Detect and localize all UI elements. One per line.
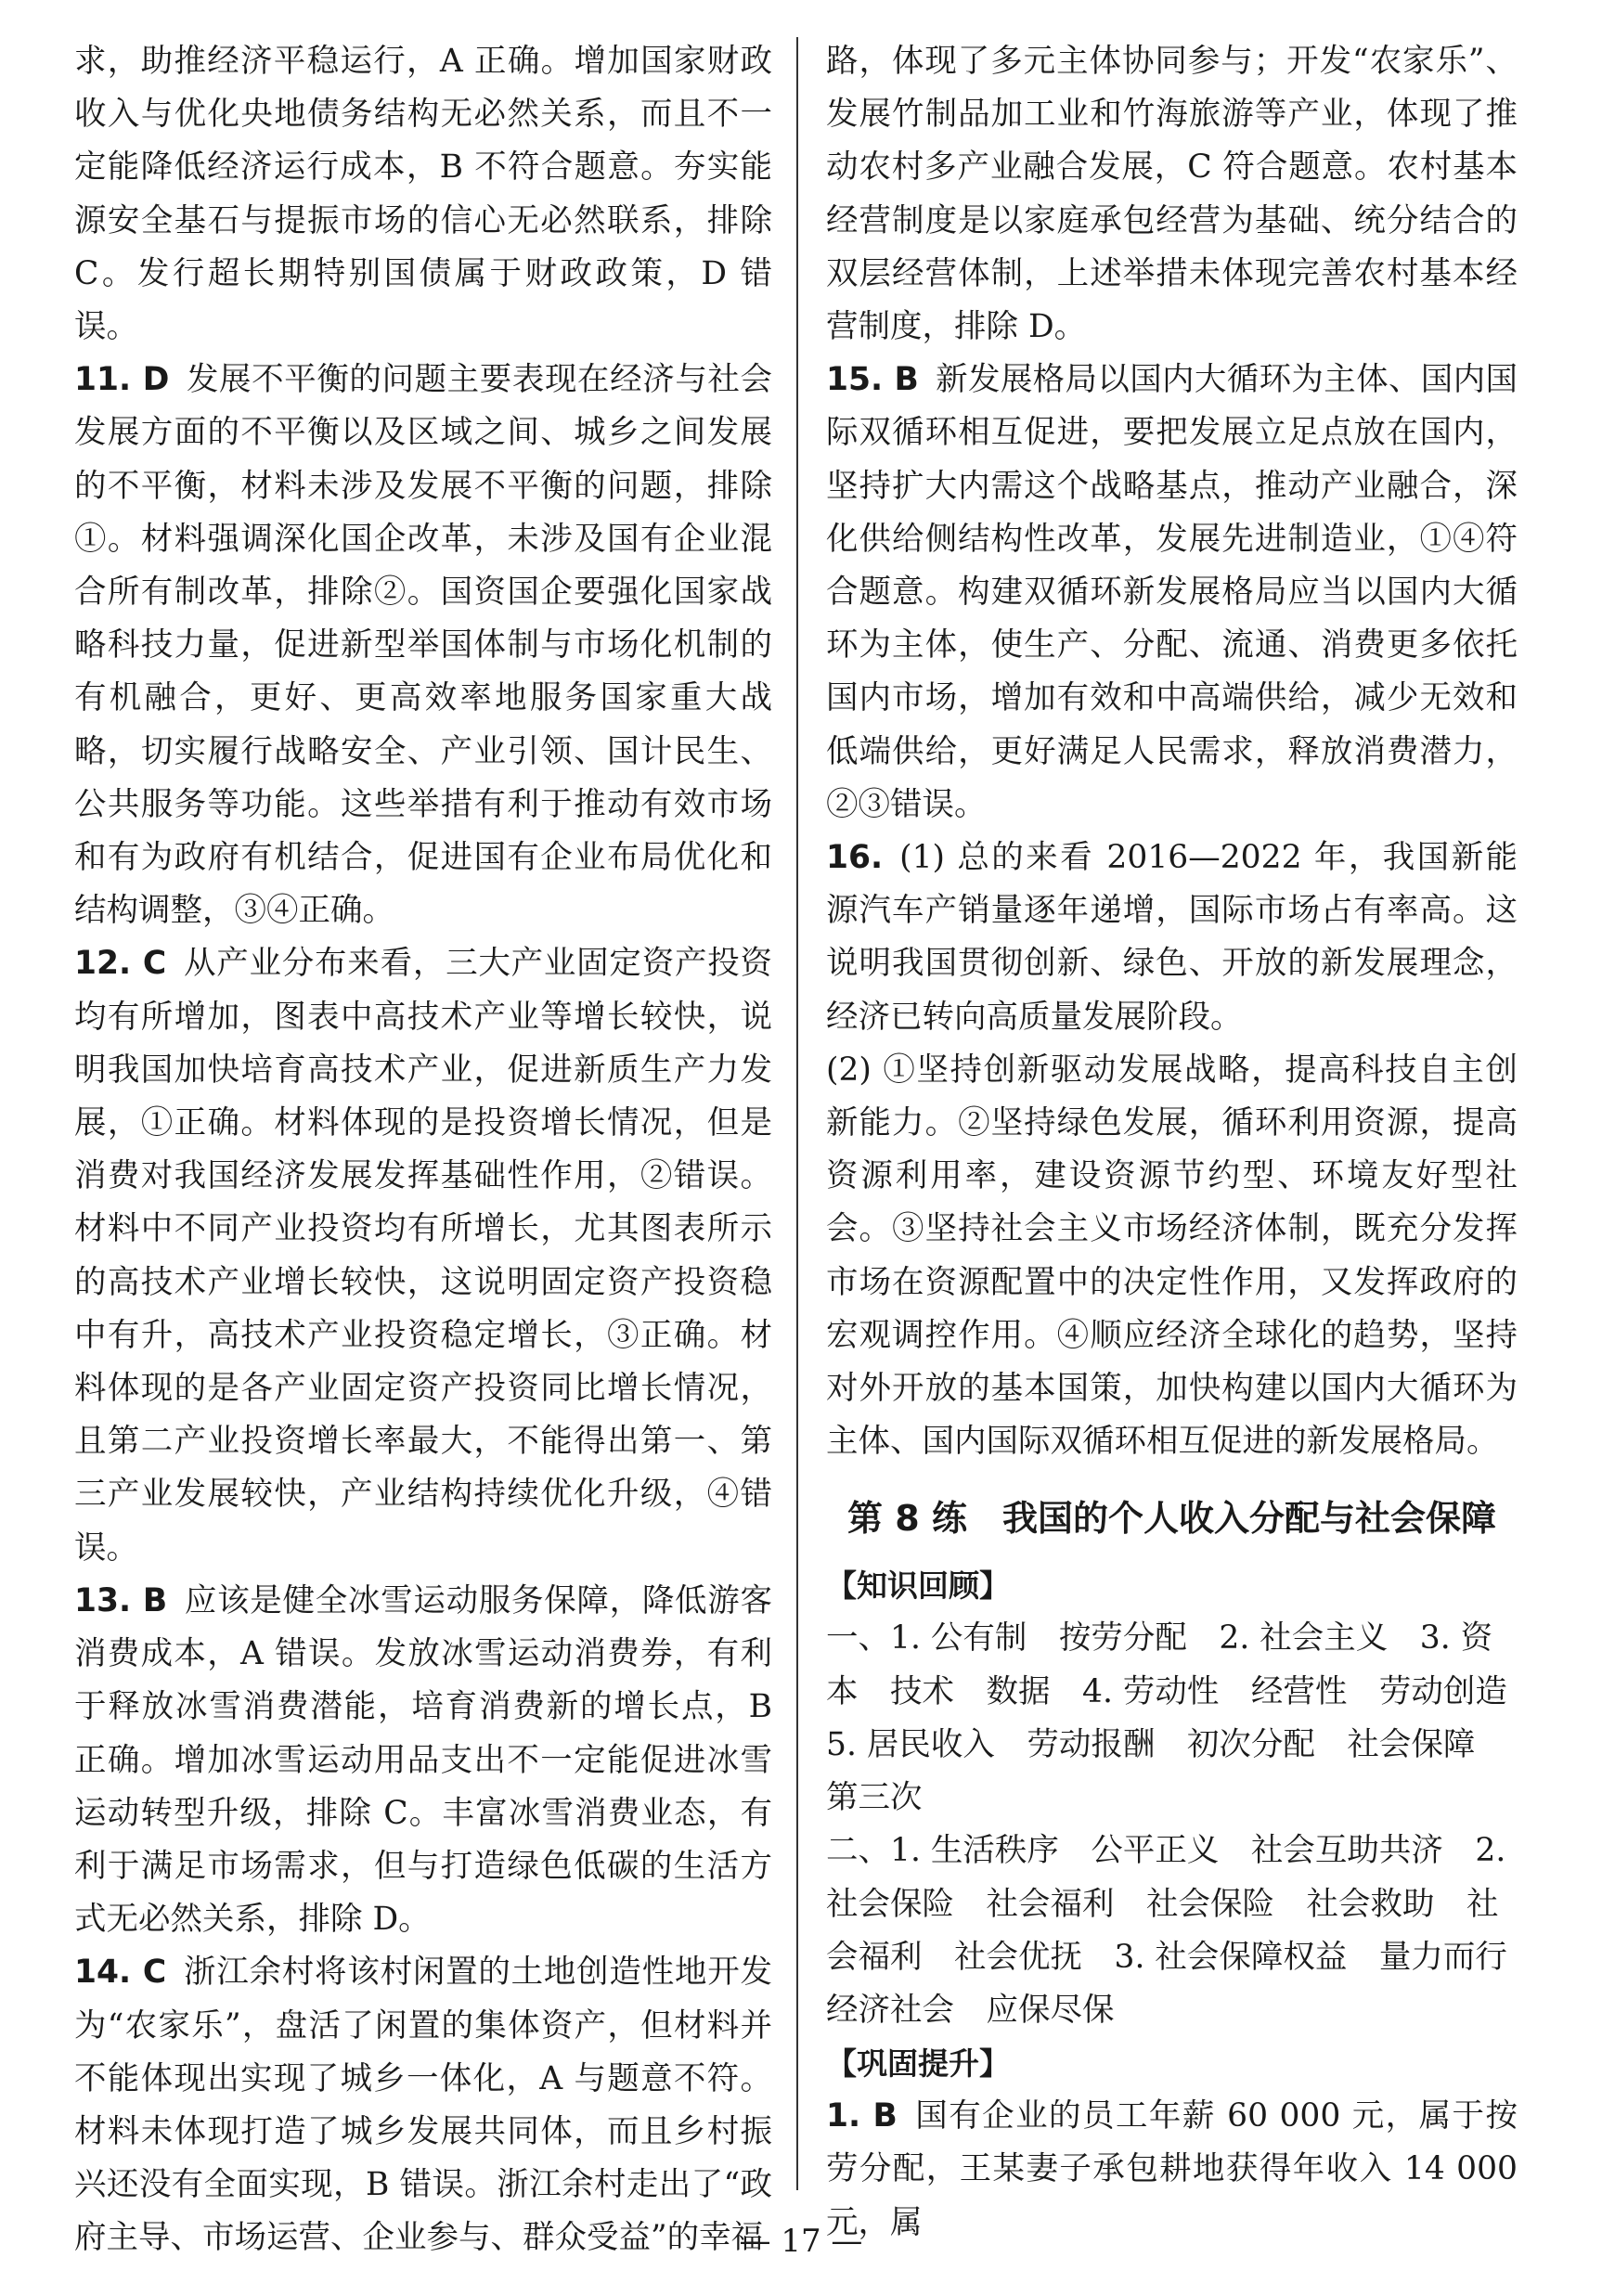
left-para-4: 14. C 浙江余村将该村闲置的土地创造性地开发为“农家乐”，盘活了闲置的集体资产，但材料并不能体现出实现了城乡一体化，A 与题意不符。材料未体现打造了城乡发展共同体，而且乡村振兴还没有全面实现，B 错误。浙江余村走出了“政府主导、市场运营、企业参与、群众受益”的幸福 [74, 1954, 772, 2257]
right-para-3: (2) ①坚持创新驱动发展战略，提高科技自主创新能力。②坚持绿色发展，循环利用资源，提高资源利用率，建设资源节约型、环境友好型社会。③坚持社会主义市场经济体制，既充分发挥市场在资源配置中的决定性作用，又发挥政府的宏观调控作用。④顺应经济全球化的趋势，坚持对外开放的基本国策，加快构建以国内大循环为主体、国内国际双循环相互促进的新发展格局。 [826, 1051, 1518, 1461]
consolidate-title: 【巩固提升】 [826, 2045, 1010, 2083]
question-number: 15. B [826, 361, 919, 399]
right-para-2: 16. (1) 总的来看 2016—2022 年，我国新能源汽车产销量逐年递增，国际市场占有率高。这说明我国贯彻创新、绿色、开放的新发展理念，经济已转向高质量发展阶段。 [826, 839, 1518, 1036]
page-number: — 17 — [739, 2223, 863, 2260]
question-number: 1. B [826, 2097, 898, 2135]
question-number: 11. D [74, 361, 170, 399]
question-number: 14. C [74, 1954, 167, 1992]
knowledge-line-2: 二、1. 生活秩序 公平正义 社会互助共济 2. 社会保险 社会福利 社会保险 社会救助 社会福利 社会优抚 3. 社会保障权益 量力而行 经济社会 应保尽保 [826, 1832, 1540, 2029]
left-para-1: 11. D 发展不平衡的问题主要表现在经济与社会发展方面的不平衡以及区域之间、城乡之间发展的不平衡，材料未涉及发展不平衡的问题，排除①。材料强调深化国企改革，未涉及国有企业混合所有制改革，排除②。国资国企要强化国家战略科技力量，促进新型举国体制与市场化机制的有机融合，更好、更高效率地服务国家重大战略，切实履行战略安全、产业引领、国计民生、公共服务等功能。这些举措有利于推动有效市场和有为政府有机结合，促进国有企业布局优化和结构调整，③④正确。 [74, 361, 773, 930]
right-column [826, 35, 1540, 2250]
right-para-1: 15. B 新发展格局以国内大循环为主体、国内国际双循环相互促进，要把发展立足点放在国内，坚持扩大内需这个战略基点，推动产业融合，深化供给侧结构性改革，发展先进制造业，①④符合题意。构建双循环新发展格局应当以国内大循环为主体，使生产、分配、流通、消费更多依托国内市场，增加有效和中高端供给，减少无效和低端供给，更好满足人民需求，释放消费潜力，②③错误。 [826, 361, 1518, 823]
knowledge-review-title: 【知识回顾】 [826, 1567, 1010, 1605]
consolidate-item-1: 1. B 国有企业的员工年薪 60 000 元，属于按劳分配，王某妻子承包耕地获得年收入 14 000 元，属 [826, 2097, 1518, 2241]
question-number: 13. B [74, 1581, 168, 1619]
left-column [74, 35, 772, 2265]
left-para-2: 12. C 从产业分布来看，三大产业固定资产投资均有所增加，图表中高技术产业等增长较快，说明我国加快培育高技术产业，促进新质生产力发展，①正确。材料体现的是投资增长情况，但是消费对我国经济发展发挥基础性作用，②错误。材料中不同产业投资均有所增长，尤其图表所示的高技术产业增长较快，这说明固定资产投资稳中有升，高技术产业投资稳定增长，③正确。材料体现的是各产业固定资产投资同比增长情况，且第二产业投资增长率最大，不能得出第一、第三产业发展较快，产业结构持续优化升级，④错误。 [74, 945, 772, 1567]
knowledge-line-1: 一、1. 公有制 按劳分配 2. 社会主义 3. 资本 技术 数据 4. 劳动性 经营性 劳动创造 5. 居民收入 劳动报酬 初次分配 社会保障 第三次 [826, 1619, 1540, 1817]
left-para-0: 求，助推经济平稳运行，A 正确。增加国家财政收入与优化央地债务结构无必然关系，而且不一定能降低经济运行成本，B 不符合题意。夯实能源安全基石与提振市场的信心无必然联系，排除 C。发行超长期特别国债属于财政政策，D 错误。 [74, 43, 772, 346]
right-para-0: 路，体现了多元主体协同参与；开发“农家乐”、发展竹制品加工业和竹海旅游等产业，体现了推动农村多产业融合发展，C 符合题意。农村基本经营制度是以家庭承包经营为基础、统分结合的双层经营体制，上述举措未体现完善农村基本经营制度，排除 D。 [826, 43, 1518, 346]
question-number: 16. [826, 839, 884, 877]
question-number: 12. C [74, 945, 167, 983]
section-title: 第 8 练 我国的个人收入分配与社会保障 [847, 1498, 1496, 1540]
left-para-3: 13. B 应该是健全冰雪运动服务保障，降低游客消费成本，A 错误。发放冰雪运动消费券，有利于释放冰雪消费潜能，培育消费新的增长点，B 正确。增加冰雪运动用品支出不一定能促进冰雪运动转型升级，排除 C。丰富冰雪消费业态，有利于满足市场需求，但与打造绿色低碳的生活方式无必然关系，排除 D。 [74, 1581, 772, 1939]
column-divider [796, 37, 798, 2190]
